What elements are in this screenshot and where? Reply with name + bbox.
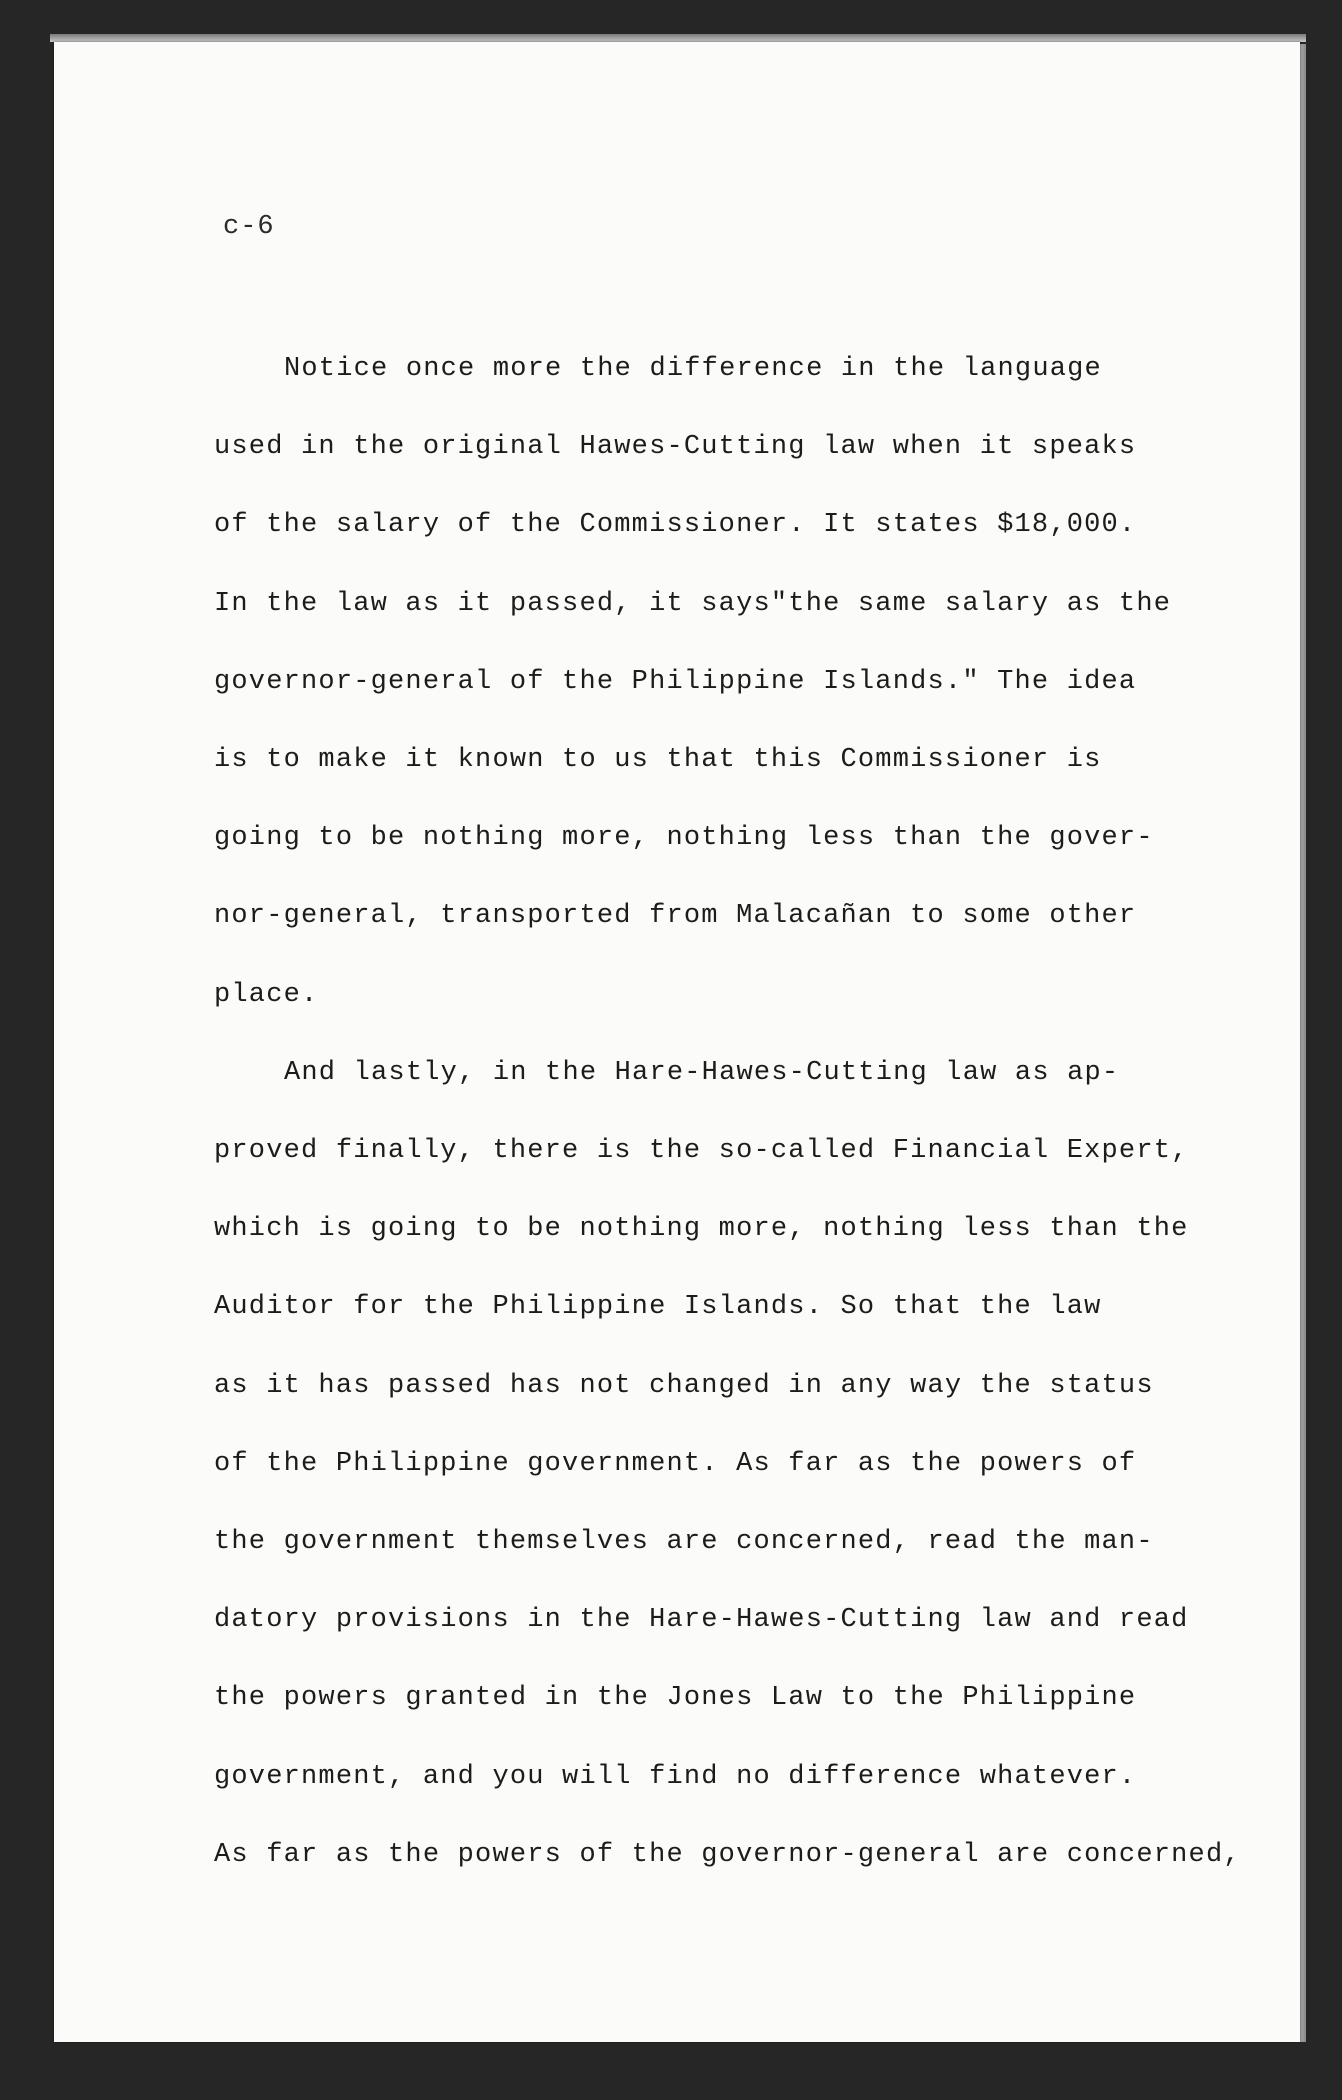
text-line: government, and you will find no difference whatever.	[214, 1761, 1137, 1792]
text-line: going to be nothing more, nothing less than the gover-	[214, 823, 1154, 854]
text-line: proved finally, there is the so-called Financial Expert,	[214, 1136, 1189, 1167]
text-line: which is going to be nothing more, nothing less than the	[214, 1214, 1189, 1245]
text-line: the government themselves are concerned, read the man-	[214, 1527, 1154, 1558]
scan-edge-top	[50, 34, 1306, 42]
text-line: of the Philippine government. As far as the powers of	[214, 1448, 1137, 1479]
text-line: Notice once more the difference in the language	[284, 354, 1102, 384]
text-line: place.	[214, 979, 319, 1010]
text-line: is to make it known to us that this Commissioner is	[214, 745, 1102, 776]
text-line: As far as the powers of the governor-general are concerned,	[214, 1839, 1241, 1870]
text-line: of the salary of the Commissioner. It states $18,000.	[214, 510, 1137, 541]
text-line: nor-general, transported from Malacañan to some other	[214, 901, 1137, 932]
text-line: In the law as it passed, it says"the same salary as the	[214, 588, 1172, 619]
text-line: the powers granted in the Jones Law to the Philippine	[214, 1683, 1137, 1714]
text-line: as it has passed has not changed in any way the status	[214, 1370, 1154, 1401]
text-line: And lastly, in the Hare-Hawes-Cutting law as ap-	[284, 1057, 1120, 1088]
text-line: used in the original Hawes-Cutting law when it speaks	[214, 432, 1137, 463]
page-id: c-6	[223, 212, 275, 242]
text-line: datory provisions in the Hare-Hawes-Cutting law and read	[214, 1605, 1189, 1636]
text-line: governor-general of the Philippine Islands." The idea	[214, 666, 1137, 697]
document-body	[214, 330, 1241, 1894]
text-line: Auditor for the Philippine Islands. So that the law	[214, 1292, 1102, 1323]
